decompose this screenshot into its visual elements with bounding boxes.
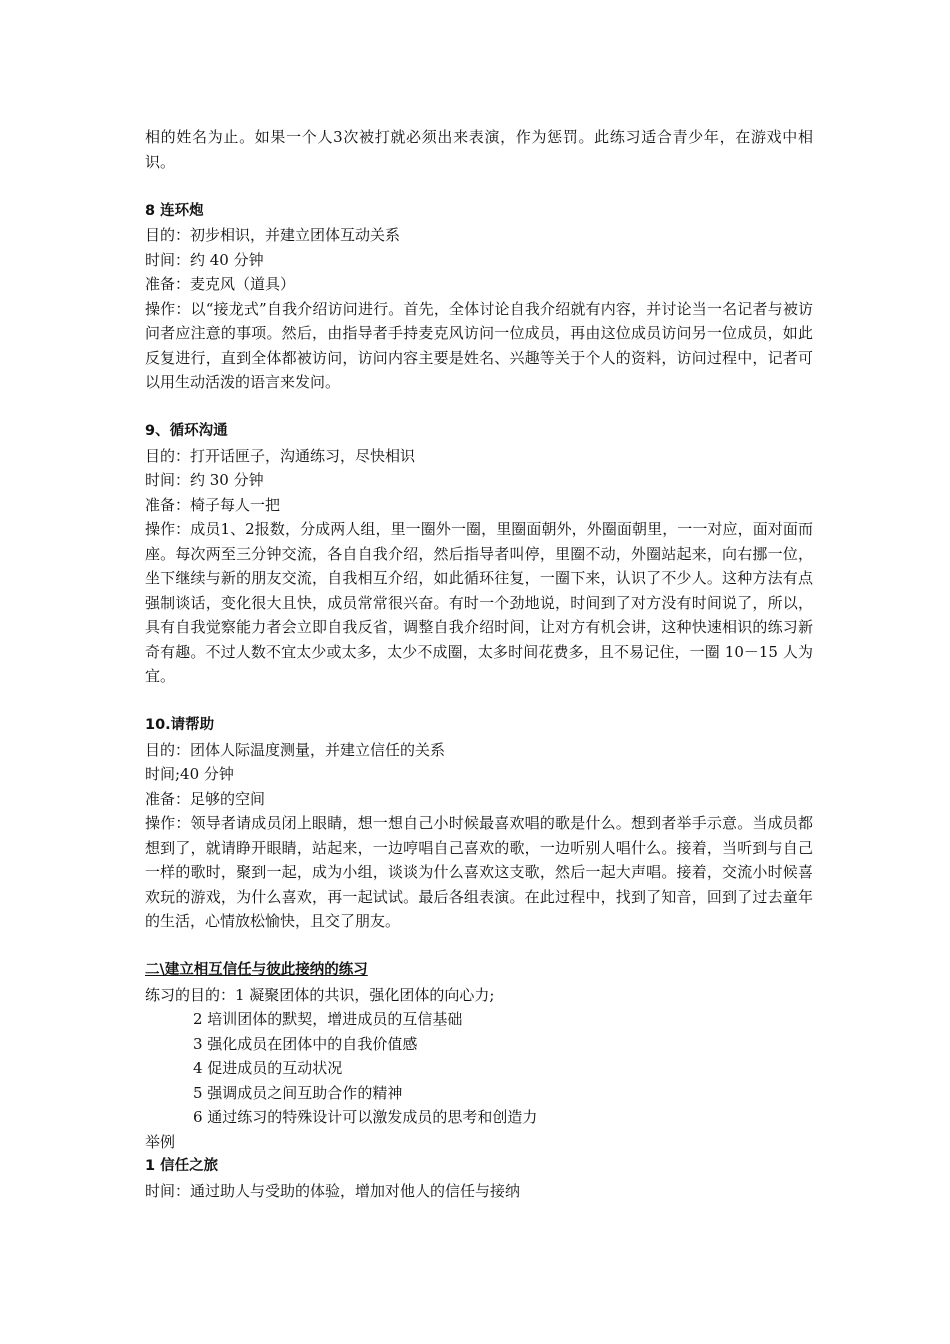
- section-9-prep: 准备：椅子每人一把: [145, 495, 281, 514]
- section-9-title: 9、循环沟通: [145, 423, 228, 439]
- spacer: [145, 934, 813, 959]
- spacer: [145, 689, 813, 714]
- part-2: [145, 958, 813, 1203]
- item-1-time: 时间：通过助人与受助的体验，增加对他人的信任与接纳: [145, 1181, 521, 1200]
- section-10-title: 10.请帮助: [145, 717, 215, 733]
- goal-item: 4 促进成员的互动状况: [193, 1059, 343, 1077]
- section-8-purpose: 目的：初步相识，并建立团体互动关系: [145, 226, 401, 244]
- spacer: [145, 395, 813, 420]
- section-10-prep: 准备：足够的空间: [145, 789, 266, 808]
- section-9-time: 时间：约 30 分钟: [145, 471, 264, 489]
- spacer: [145, 174, 813, 199]
- part-2-title: 二\建立相互信任与彼此接纳的练习: [145, 962, 368, 978]
- section-8-operation: 操作：以“接龙式”自我介绍访问进行。首先，全体讨论自我介绍就有内容，并讨论当一名记者与被访问者应注意的事项。然后，由指导者手持麦克风访问一位成员，再由这位成员访问另一位成员，如此反复进行，直到全体都被访问，访问内容主要是姓名、兴趣等关于个人的资料，访问过程中，记者可以用生动活泼的语言来发问。: [145, 299, 813, 391]
- document-page: [145, 125, 813, 1203]
- section-9-purpose: 目的：打开话匣子，沟通练习，尽快相识: [145, 446, 416, 465]
- section-8-title: 8 连环炮: [145, 202, 204, 219]
- part-2-goals-lead: 练习的目的：1 凝聚团体的共识，强化团体的向心力;: [145, 985, 495, 1004]
- section-10-operation: 操作：领导者请成员闭上眼睛，想一想自己小时候最喜欢唱的歌是什么。想到者举手示意。当成员都想到了，就请睁开眼睛，站起来，一边哼唱自己喜欢的歌，一边听别人唱什么。接着，当听到与自己一样的歌时，聚到一起，成为小组，谈谈为什么喜欢这支歌，然后一起大声唱。接着，交流小时候喜欢玩的游戏，为什么喜欢，再一起试试。最后各组表演。在此过程中，找到了知音，回到了过去童年的生活，心情放松愉快，且交了朋友。: [145, 814, 813, 930]
- example-label: 举例: [145, 1132, 176, 1151]
- goal-item: 2 培训团体的默契，增进成员的互信基础: [193, 1010, 463, 1028]
- section-10-time: 时间;40 分钟: [145, 765, 234, 783]
- section-10: [145, 713, 813, 934]
- intro-paragraph: 相的姓名为止。如果一个人3次被打就必须出来表演，作为惩罚。此练习适合青少年，在游戏中相识。: [145, 128, 813, 171]
- item-1-title: 1 信任之旅: [145, 1158, 219, 1174]
- section-8-time: 时间：约 40 分钟: [145, 250, 264, 269]
- section-10-purpose: 目的：团体人际温度测量，并建立信任的关系: [145, 740, 446, 759]
- goal-item: 3 强化成员在团体中的自我价值感: [193, 1034, 418, 1053]
- goal-item: 6 通过练习的特殊设计可以激发成员的思考和创造力: [193, 1108, 538, 1126]
- section-8-prep: 准备：麦克风（道具）: [145, 275, 296, 293]
- goal-item: 5 强调成员之间互助合作的精神: [193, 1083, 403, 1102]
- section-9: [145, 419, 813, 689]
- section-9-operation: 操作：成员1、2报数，分成两人组，里一圈外一圈，里圈面朝外，外圈面朝里，一一对应，面对面而座。每次两至三分钟交流，各自自我介绍，然后指导者叫停，里圈不动，外圈站起来，向右挪一位，坐下继续与新的朋友交流，自我相互介绍，如此循环往复，一圈下来，认识了不少人。这种方法有点强制谈话，变化很大且快，成员常常很兴奋。有时一个劲地说，时间到了对方没有时间说了，所以，具有自我觉察能力者会立即自我反省，调整自我介绍时间，让对方有机会讲，这种快速相识的练习新奇有趣。不过人数不宜太少或太多，太少不成圈，太多时间花费多，且不易记住，一圈 10－15 人为宜。: [145, 520, 813, 685]
- section-8: [145, 199, 813, 395]
